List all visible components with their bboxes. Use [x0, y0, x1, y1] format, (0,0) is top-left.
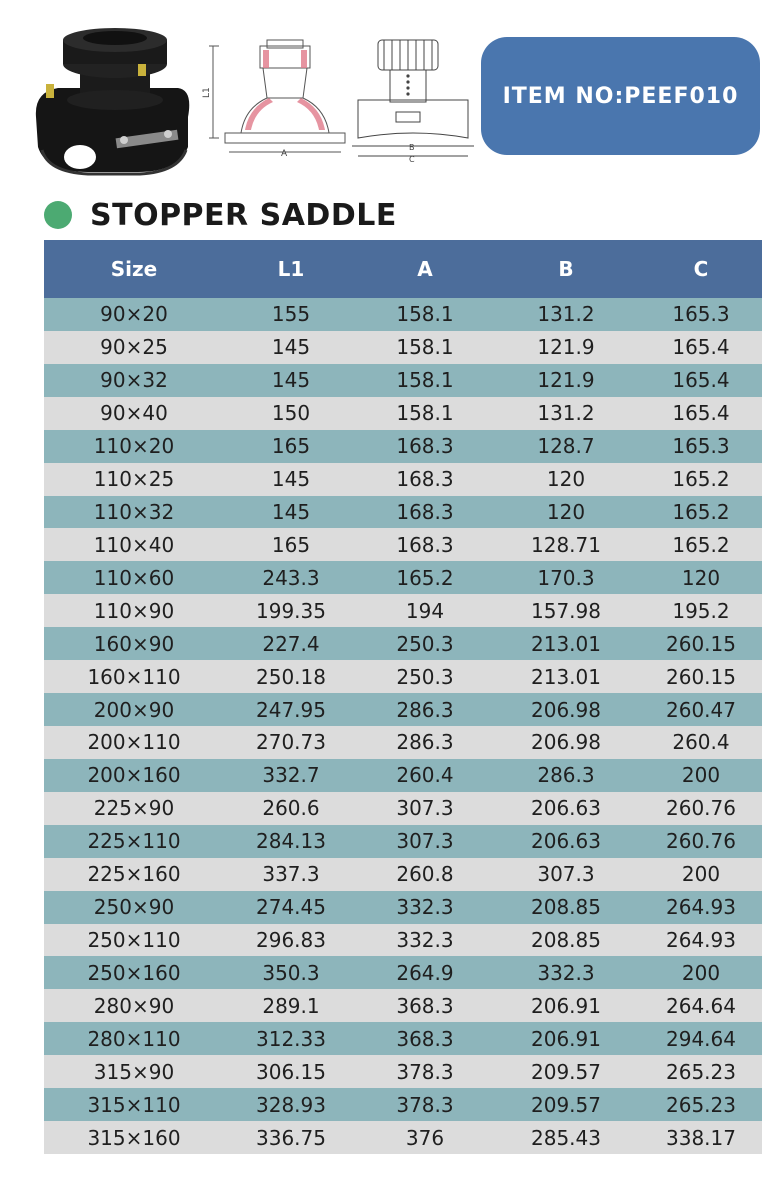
cell-size: 160×110	[44, 660, 224, 693]
cell-c: 260.76	[640, 792, 762, 825]
cell-a: 376	[358, 1121, 492, 1154]
cell-l1: 247.95	[224, 693, 358, 726]
table-row	[44, 364, 762, 397]
cell-l1: 199.35	[224, 594, 358, 627]
cell-a: 332.3	[358, 924, 492, 957]
cell-a: 378.3	[358, 1055, 492, 1088]
cell-size: 315×90	[44, 1055, 224, 1088]
cell-c: 165.4	[640, 397, 762, 430]
cell-l1: 155	[224, 298, 358, 331]
cell-b: 131.2	[492, 397, 640, 430]
cell-size: 90×20	[44, 298, 224, 331]
cell-size: 110×40	[44, 528, 224, 561]
cell-l1: 165	[224, 430, 358, 463]
label-b: B	[409, 143, 415, 152]
cell-c: 260.15	[640, 627, 762, 660]
column-header-size: Size	[44, 240, 224, 298]
table-row	[44, 956, 762, 989]
cell-l1: 312.33	[224, 1022, 358, 1055]
cell-l1: 332.7	[224, 759, 358, 792]
table-row	[44, 397, 762, 430]
front-view-drawing	[348, 38, 478, 163]
bullet-dot-icon	[44, 201, 72, 229]
cell-a: 158.1	[358, 397, 492, 430]
cell-l1: 150	[224, 397, 358, 430]
cell-b: 157.98	[492, 594, 640, 627]
cell-a: 286.3	[358, 693, 492, 726]
table-row	[44, 561, 762, 594]
cell-b: 209.57	[492, 1055, 640, 1088]
table-row	[44, 891, 762, 924]
cell-b: 206.63	[492, 792, 640, 825]
cell-l1: 145	[224, 463, 358, 496]
cell-b: 206.91	[492, 1022, 640, 1055]
cell-c: 165.4	[640, 331, 762, 364]
cell-c: 120	[640, 561, 762, 594]
cell-a: 168.3	[358, 430, 492, 463]
cell-b: 307.3	[492, 858, 640, 891]
cell-b: 128.7	[492, 430, 640, 463]
cell-l1: 243.3	[224, 561, 358, 594]
cell-size: 110×60	[44, 561, 224, 594]
cell-b: 206.63	[492, 825, 640, 858]
cell-size: 90×32	[44, 364, 224, 397]
table-row	[44, 298, 762, 331]
table-row	[44, 825, 762, 858]
cell-l1: 284.13	[224, 825, 358, 858]
column-header-b: B	[492, 240, 640, 298]
cell-c: 200	[640, 759, 762, 792]
cell-b: 286.3	[492, 759, 640, 792]
cell-c: 165.2	[640, 528, 762, 561]
cell-l1: 274.45	[224, 891, 358, 924]
cell-c: 260.4	[640, 726, 762, 759]
cell-size: 225×110	[44, 825, 224, 858]
cell-l1: 328.93	[224, 1088, 358, 1121]
cell-b: 285.43	[492, 1121, 640, 1154]
item-number-badge	[481, 37, 760, 155]
cell-c: 260.76	[640, 825, 762, 858]
label-a: A	[281, 149, 288, 159]
cell-l1: 306.15	[224, 1055, 358, 1088]
table-row	[44, 989, 762, 1022]
cell-c: 294.64	[640, 1022, 762, 1055]
cell-c: 264.64	[640, 989, 762, 1022]
cell-c: 260.15	[640, 660, 762, 693]
cell-c: 338.17	[640, 1121, 762, 1154]
cell-l1: 350.3	[224, 956, 358, 989]
cell-size: 250×160	[44, 956, 224, 989]
cell-b: 121.9	[492, 331, 640, 364]
table-row	[44, 594, 762, 627]
cell-c: 265.23	[640, 1088, 762, 1121]
cell-size: 90×40	[44, 397, 224, 430]
cell-a: 260.8	[358, 858, 492, 891]
cell-size: 110×90	[44, 594, 224, 627]
cell-b: 120	[492, 496, 640, 529]
cell-size: 250×90	[44, 891, 224, 924]
cell-a: 264.9	[358, 956, 492, 989]
cell-size: 225×160	[44, 858, 224, 891]
item-number-text: ITEM NO:PEEF010	[502, 83, 739, 109]
cell-c: 265.23	[640, 1055, 762, 1088]
cell-b: 213.01	[492, 627, 640, 660]
table-row	[44, 924, 762, 957]
cell-b: 206.98	[492, 693, 640, 726]
cell-a: 368.3	[358, 1022, 492, 1055]
table-row	[44, 726, 762, 759]
label-l1: L1	[202, 87, 212, 98]
cell-b: 120	[492, 463, 640, 496]
cell-l1: 250.18	[224, 660, 358, 693]
cell-a: 307.3	[358, 792, 492, 825]
cell-l1: 296.83	[224, 924, 358, 957]
cell-l1: 289.1	[224, 989, 358, 1022]
cell-c: 264.93	[640, 924, 762, 957]
cell-c: 195.2	[640, 594, 762, 627]
table-row	[44, 627, 762, 660]
cell-a: 168.3	[358, 496, 492, 529]
cell-b: 206.91	[492, 989, 640, 1022]
cell-c: 165.2	[640, 496, 762, 529]
cell-b: 213.01	[492, 660, 640, 693]
cell-size: 315×110	[44, 1088, 224, 1121]
cross-section-drawing	[202, 38, 345, 159]
table-row	[44, 496, 762, 529]
cell-c: 200	[640, 956, 762, 989]
cell-size: 200×90	[44, 693, 224, 726]
cell-a: 332.3	[358, 891, 492, 924]
cell-size: 315×160	[44, 1121, 224, 1154]
cell-b: 121.9	[492, 364, 640, 397]
cell-b: 208.85	[492, 924, 640, 957]
cell-a: 250.3	[358, 660, 492, 693]
table-row	[44, 463, 762, 496]
table-row	[44, 528, 762, 561]
cell-b: 208.85	[492, 891, 640, 924]
cell-a: 168.3	[358, 463, 492, 496]
table-row	[44, 792, 762, 825]
cell-c: 200	[640, 858, 762, 891]
cell-size: 110×32	[44, 496, 224, 529]
cell-size: 110×20	[44, 430, 224, 463]
cell-size: 250×110	[44, 924, 224, 957]
product-photo	[28, 22, 198, 187]
cell-size: 200×160	[44, 759, 224, 792]
cell-a: 286.3	[358, 726, 492, 759]
table-row	[44, 660, 762, 693]
cell-a: 158.1	[358, 364, 492, 397]
cell-c: 165.4	[640, 364, 762, 397]
column-header-l1: L1	[224, 240, 358, 298]
cell-b: 332.3	[492, 956, 640, 989]
cell-c: 264.93	[640, 891, 762, 924]
cell-b: 131.2	[492, 298, 640, 331]
cell-c: 165.3	[640, 298, 762, 331]
cell-a: 165.2	[358, 561, 492, 594]
table-row	[44, 430, 762, 463]
cell-size: 280×110	[44, 1022, 224, 1055]
cell-l1: 227.4	[224, 627, 358, 660]
section-title	[44, 195, 397, 235]
cell-l1: 145	[224, 364, 358, 397]
cell-l1: 145	[224, 331, 358, 364]
cell-size: 225×90	[44, 792, 224, 825]
cell-l1: 145	[224, 496, 358, 529]
cell-a: 378.3	[358, 1088, 492, 1121]
cell-c: 165.3	[640, 430, 762, 463]
cell-a: 250.3	[358, 627, 492, 660]
cell-l1: 270.73	[224, 726, 358, 759]
table-row	[44, 759, 762, 792]
table-row	[44, 1055, 762, 1088]
cell-b: 170.3	[492, 561, 640, 594]
cell-a: 368.3	[358, 989, 492, 1022]
cell-l1: 165	[224, 528, 358, 561]
cell-a: 168.3	[358, 528, 492, 561]
cell-a: 307.3	[358, 825, 492, 858]
table-row	[44, 331, 762, 364]
product-title: STOPPER SADDLE	[90, 197, 397, 233]
table-row	[44, 693, 762, 726]
cell-size: 200×110	[44, 726, 224, 759]
cell-c: 260.47	[640, 693, 762, 726]
label-c: C	[409, 155, 415, 164]
cell-b: 128.71	[492, 528, 640, 561]
cell-size: 110×25	[44, 463, 224, 496]
table-body	[44, 298, 762, 1154]
table-row	[44, 1022, 762, 1055]
cell-b: 209.57	[492, 1088, 640, 1121]
table-row	[44, 858, 762, 891]
cell-a: 158.1	[358, 331, 492, 364]
column-header-a: A	[358, 240, 492, 298]
cell-b: 206.98	[492, 726, 640, 759]
cell-a: 158.1	[358, 298, 492, 331]
column-header-c: C	[640, 240, 762, 298]
table-row	[44, 1088, 762, 1121]
cell-a: 260.4	[358, 759, 492, 792]
spec-table	[44, 240, 762, 1154]
table-header-row	[44, 240, 762, 298]
cell-size: 160×90	[44, 627, 224, 660]
table-row	[44, 1121, 762, 1154]
cell-a: 194	[358, 594, 492, 627]
cell-l1: 337.3	[224, 858, 358, 891]
cell-size: 90×25	[44, 331, 224, 364]
cell-l1: 260.6	[224, 792, 358, 825]
cell-l1: 336.75	[224, 1121, 358, 1154]
cell-size: 280×90	[44, 989, 224, 1022]
cell-c: 165.2	[640, 463, 762, 496]
